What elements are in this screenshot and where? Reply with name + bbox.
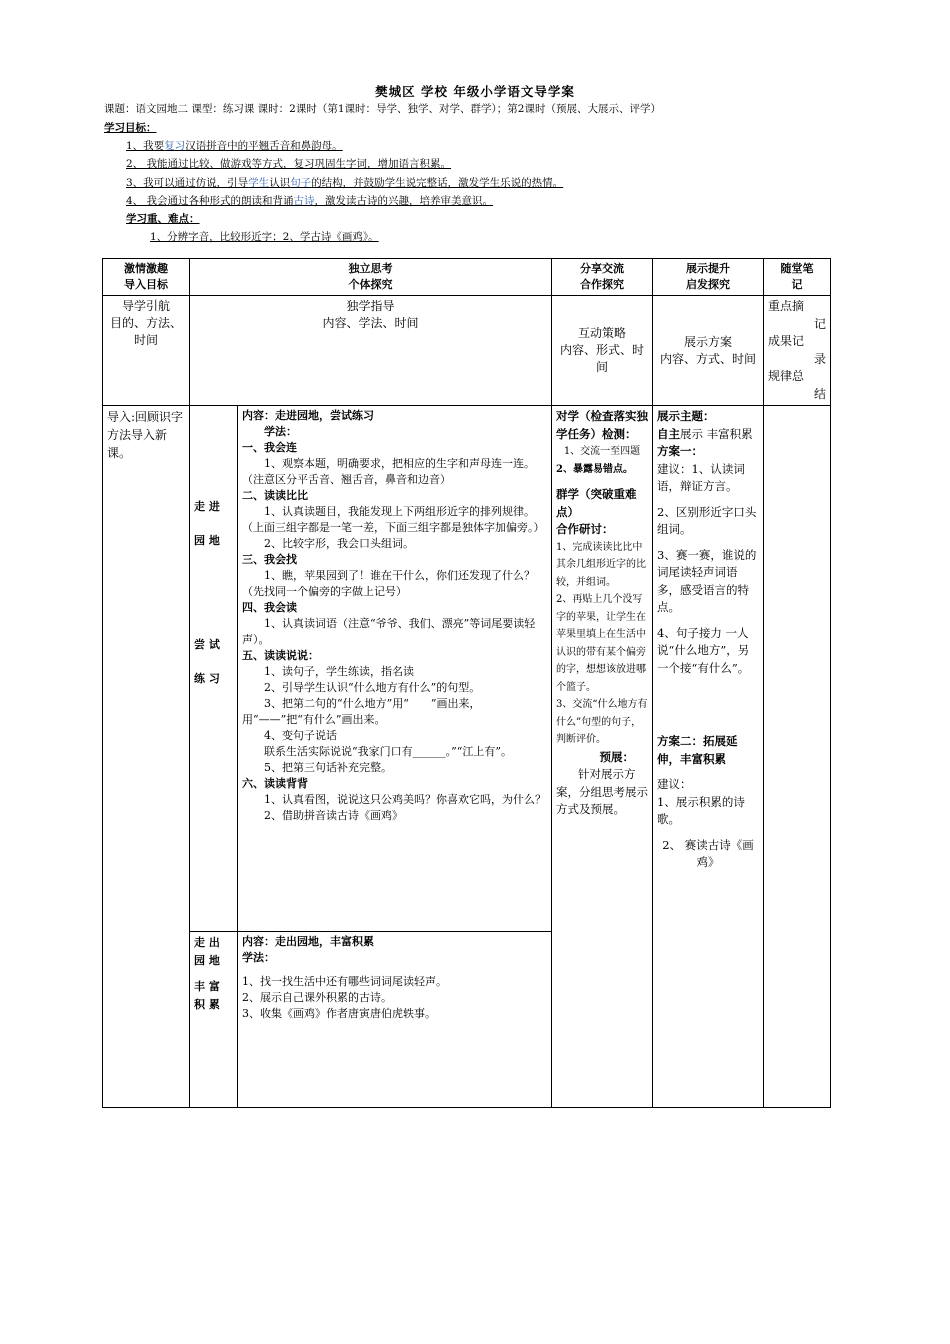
sub-independent [190, 296, 552, 406]
sub-text: 内容、学法、时间 [322, 316, 419, 330]
item-heading: 三、我会找 [242, 553, 297, 566]
content-title: 内容：走进园地，尝试练习 [242, 409, 374, 422]
list-item: 1、认真看图，说说这只公鸡美吗？你喜欢它吗，为什么？ [264, 793, 546, 806]
section2-label [190, 932, 238, 1108]
lesson-info: 课题：语文园地二 课型：练习课 课时：2课时（第1课时：导学、独学、对学、群学）；第2课时（预展、大展示、评学） [104, 103, 661, 115]
list-item: 1、观察本题，明确要求，把相应的生字和声母连一连。（注意区分平舌音、翘舌音，鼻音和边音） [242, 457, 535, 486]
show-text: 展示 丰富积累 [680, 426, 753, 441]
section-label-text: 走 进 [194, 500, 220, 513]
goal-link[interactable]: 句子 [290, 176, 312, 189]
list-item: 3、收集《画鸡》作者唐寅唐伯虎轶事。 [242, 1007, 436, 1020]
sub-share [552, 296, 653, 406]
goal-text: 认识 [269, 176, 291, 189]
show-heading: 方案一： [657, 444, 703, 458]
item-heading: 六、读读背背 [242, 777, 308, 790]
share-heading: 合作研讨： [556, 522, 614, 536]
list-item: 1、瞧，苹果园到了！谁在干什么，你们还发现了什么？（先找同一个偏旁的字做上记号） [242, 569, 535, 598]
method-label: 学法： [264, 425, 297, 438]
goal-link[interactable]: 古诗 [293, 194, 315, 207]
show-text: 建议： [657, 777, 692, 791]
section1-items [242, 440, 547, 824]
show-heading: 自主 [657, 426, 680, 441]
sub-show [653, 296, 764, 406]
share-heading: 群学（突破重难点） [556, 487, 637, 519]
content-title: 内容：走出园地，丰富积累 [242, 935, 374, 948]
list-item: 1、认真读词语（注意“爷爷、我们、漂亮”等词尾要读轻声）。 [242, 617, 536, 646]
section-label-text: 园 地 [194, 534, 220, 547]
header-notes [764, 259, 831, 296]
header-text: 随堂笔 记 [780, 262, 814, 291]
intro-text: 导入:回顾识字方法导入新课。 [107, 410, 184, 460]
goal-2: 2、 我能通过比较、做游戏等方式，复习巩固生字词，增加语言积累。 [126, 158, 452, 171]
show-text: 建议：1、认读词语，辩证方言。 [657, 461, 745, 493]
sub-text: 录 [813, 351, 826, 366]
share-heading: 预展： [599, 749, 634, 764]
sub-text: 互动策略 内容、形式、时 间 [559, 326, 644, 374]
item-heading: 五、读读说说： [242, 649, 319, 662]
show-text: 4、句子接力 一人说“什么地方”，另一个接“有什么”。 [657, 625, 750, 675]
intro-cell [103, 406, 190, 1108]
goal-text: ，激发读古诗的兴趣，培养审美意识。 [314, 194, 494, 207]
share-item: 1、完成读读比比中其余几组形近字的比较，并组词。 [556, 541, 646, 588]
list-item: 2、比较字形，我会口头组词。 [264, 537, 414, 550]
list-item: 1、找一找生活中还有哪些词词尾读轻声。 [242, 975, 447, 988]
show-heading: 展示主题： [657, 409, 715, 423]
sub-text: 结 [813, 386, 826, 401]
list-item: 1、认真读题目，我能发现上下两组形近字的排列规律。（上面三组字都是一笔一差，下面三组字都是独体字加偏旁。） [242, 505, 545, 534]
key-points-header: 学习重、难点： [126, 213, 200, 226]
show-text: 2、区别形近字口头组词。 [657, 504, 757, 536]
header-intro [103, 259, 190, 296]
section-label-text: 走 出 [194, 936, 220, 949]
list-item: 4、变句子说话 [264, 729, 337, 742]
lesson-table [102, 258, 831, 1108]
goal-text: 的结构，并鼓励学生说完整话，激发学生乐说的热情。 [311, 176, 564, 189]
list-item: 2、借助拼音读古诗《画鸡》 [264, 809, 403, 822]
list-item: 1、读句子，学生练读，指名读 [264, 665, 414, 678]
share-cell [552, 406, 653, 1108]
section-label-text: 园 地 [194, 954, 220, 967]
show-cell [653, 406, 764, 1108]
header-share [552, 259, 653, 296]
list-item: 3、把第二句的“什么地方”用“ ”画出来，用“——”把“有什么”画出来。 [242, 697, 481, 726]
show-heading: 方案二：拓展延伸，丰富积累 [657, 734, 738, 766]
goal-1 [104, 137, 563, 155]
goal-text: 汉语拼音中的平翘舌音和鼻韵母。 [185, 140, 343, 153]
share-item: 3、交流“什么地方有什么”句型的句子，判断评价。 [556, 699, 648, 745]
section1-label [190, 406, 238, 932]
header-text: 展示提升 启发探究 [686, 262, 730, 291]
sub-text: 记 [813, 316, 826, 331]
show-text: 2、 赛读古诗《画鸡》 [662, 837, 754, 869]
learning-goals [104, 119, 563, 246]
sub-text: 独学指导 [346, 299, 395, 313]
subheader-row [103, 296, 831, 406]
share-text: 1、交流一至四题 [563, 446, 641, 457]
goal-3 [104, 174, 563, 192]
sub-guide [103, 296, 190, 406]
item-heading: 一、我会连 [242, 441, 297, 454]
list-item: 5、把第三句话补充完整。 [264, 761, 392, 774]
goals-header: 学习目标： [104, 122, 157, 134]
header-text: 分享交流 合作探究 [580, 262, 624, 291]
show-text: 1、展示积累的诗歌。 [657, 794, 745, 826]
item-heading: 二、读读比比 [242, 489, 308, 502]
share-text: 2、暴露易错点。 [556, 463, 633, 475]
show-text: 3、赛一赛，谁说的词尾读轻声词语多，感受语言的特点。 [657, 547, 757, 614]
method-label: 学法： [242, 951, 275, 964]
sub-text: 成果记 [768, 334, 805, 348]
list-item: 2、引导学生认识“什么地方有什么”的句型。 [264, 681, 481, 694]
share-text: 针对展示方案，分组思考展示方式及预展。 [556, 767, 648, 816]
list-item: 2、展示自己课外积累的古诗。 [242, 991, 392, 1004]
header-independent [190, 259, 552, 296]
section-label-text: 丰 富 [194, 980, 220, 993]
section1-content [238, 406, 552, 932]
doc-title: 樊城区 学校 年级小学语文导学案 [375, 84, 575, 99]
list-item: 联系生活实际说说“我家门口有______。”“江上有”。 [264, 745, 512, 758]
section1-row [103, 406, 831, 932]
sub-notes [764, 296, 831, 406]
sub-text: 导学引航 目的、方法、 时间 [109, 299, 182, 347]
share-heading: 对学（检查落实独学任务）检测： [556, 409, 648, 441]
header-text: 激情激趣 导入目标 [124, 262, 168, 291]
goal-link[interactable]: 学生 [248, 176, 270, 189]
section-label-text: 练 习 [194, 672, 220, 685]
item-heading: 四、我会读 [242, 601, 297, 614]
goal-text: 3、我可以通过仿说，引导 [126, 176, 249, 189]
notes-cell [764, 406, 831, 1108]
header-row [103, 259, 831, 296]
header-text: 独立思考 个体探究 [348, 262, 393, 291]
section2-content [238, 932, 552, 1108]
sub-text: 展示方案 内容、方式、时间 [659, 334, 756, 366]
header-show [653, 259, 764, 296]
goal-text: 1、我要 [126, 140, 165, 153]
section-label-text: 积 累 [194, 998, 220, 1011]
section-label-text: 尝 试 [194, 638, 220, 651]
key-points-text: 1、分辨字音，比较形近字；2、学古诗《画鸡》。 [150, 231, 379, 244]
sub-text: 规律总 [768, 369, 805, 383]
share-item: 2、再贴上几个没写字的苹果，让学生在苹果里填上在生活中认识的带有某个偏旁的字，想想该放进哪个篮子。 [556, 594, 646, 693]
sub-text: 重点摘 [768, 299, 805, 313]
goal-4 [104, 192, 563, 210]
goal-link[interactable]: 复习 [164, 140, 186, 153]
goal-text: 4、 我会通过各种形式的朗读和背诵 [126, 194, 294, 207]
